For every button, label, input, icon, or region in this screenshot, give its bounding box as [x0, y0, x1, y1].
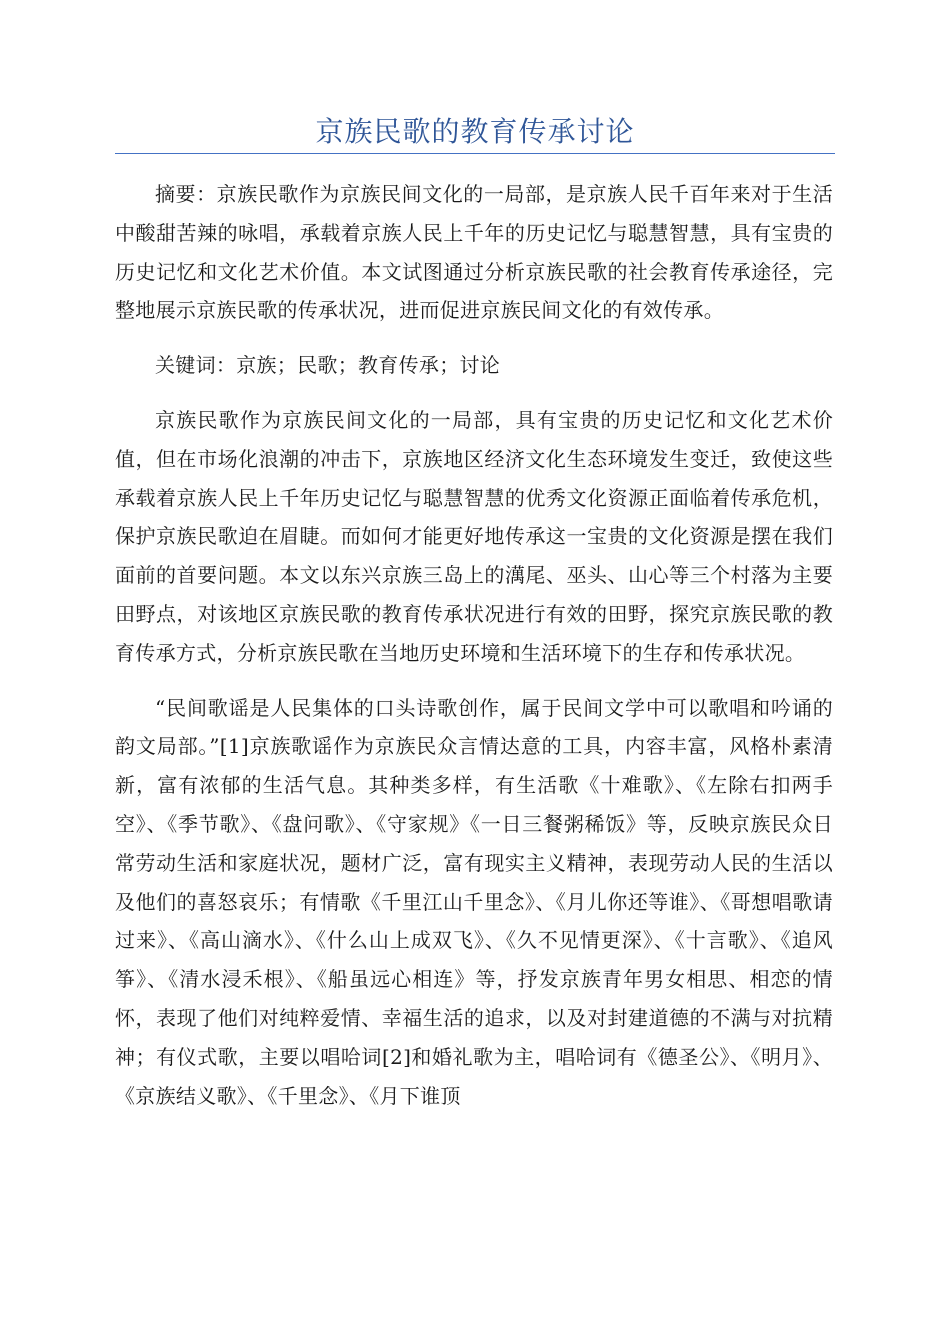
body-paragraph-2: “民间歌谣是人民集体的口头诗歌创作，属于民间文学中可以歌唱和吟诵的韵文局部。”[1]京族歌谣作为京族民众言情达意的工具，内容丰富，风格朴素清新，富有浓郁的生活气息。其种类多样，有生活歌《十难歌》、《左除右扣两手空》、《季节歌》、《盘问歌》、《守家规》《一日三餐粥稀饭》等，反映京族民众日常劳动生活和家庭状况，题材广泛，富有现实主义精神，表现劳动人民的生活以及他们的喜怒哀乐；有情歌《千里江山千里念》、《月儿你还等谁》、《哥想唱歌请过来》、《高山滴水》、《什么山上成双飞》、《久不见情更深》、《十言歌》、《追风筝》、《清水浸禾根》、《船虽远心相连》等，抒发京族青年男女相思、相恋的情怀，表现了他们对纯粹爱情、幸福生活的追求，以及对封建道德的不满与对抗精神；有仪式歌，主要以唱哈词[2]和婚礼歌为主，唱哈词有《德圣公》、《明月》、《京族结义歌》、《千里念》、《月下谁顶: [115, 695, 833, 1108]
keywords-line: 关键词：京族；民歌；教育传承；讨论: [155, 353, 501, 378]
document-title: 京族民歌的教育传承讨论: [315, 115, 635, 148]
abstract-paragraph: 摘要：京族民歌作为京族民间文化的一局部，是京族人民千百年来对于生活中酸甜苦辣的咏唱，承载着京族人民上千年的历史记忆与聪慧智慧，具有宝贵的历史记忆和文化艺术价值。本文试图通过分析京族民歌的社会教育传承途径，完整地展示京族民歌的传承状况，进而促进京族民间文化的有效传承。: [115, 182, 833, 323]
body-paragraph-1: 京族民歌作为京族民间文化的一局部，具有宝贵的历史记忆和文化艺术价值，但在市场化浪潮的冲击下，京族地区经济文化生态环境发生变迁，致使这些承载着京族人民上千年历史记忆与聪慧智慧的优秀文化资源正面临着传承危机，保护京族民歌迫在眉睫。而如何才能更好地传承这一宝贵的文化资源是摆在我们面前的首要问题。本文以东兴京族三岛上的澫尾、巫头、山心等三个村落为主要田野点，对该地区京族民歌的教育传承状况进行有效的田野，探究京族民歌的教育传承方式，分析京族民歌在当地历史环境和生活环境下的生存和传承状况。: [115, 407, 833, 665]
title-underline: [115, 153, 835, 154]
document-body: [115, 175, 833, 1131]
